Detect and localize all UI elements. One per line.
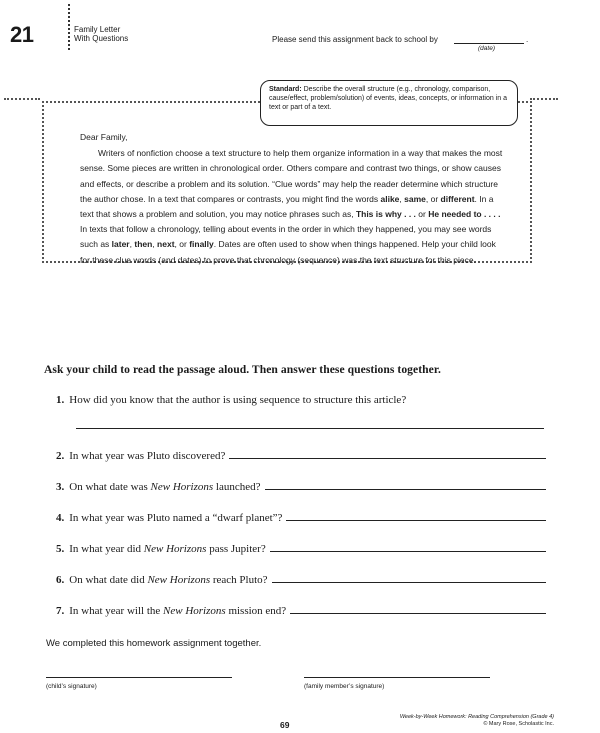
footer-credit-line2: © Mary Rose, Scholastic Inc.: [483, 721, 554, 727]
child-signature-line[interactable]: [46, 677, 232, 678]
date-label: (date): [478, 45, 495, 52]
question-text-post: launched?: [213, 481, 261, 493]
question-7: [56, 605, 546, 617]
instruction-text: Ask your child to read the passage aloud. Then answer these questions together.: [44, 363, 441, 376]
date-field[interactable]: [454, 43, 524, 44]
answer-line-2[interactable]: [229, 458, 546, 459]
lesson-title-line2: With Questions: [74, 34, 129, 43]
standard-label: Standard:: [269, 86, 302, 93]
question-text: [69, 574, 267, 586]
clue-word-later: later: [111, 239, 130, 250]
letter-sep: , or: [174, 239, 190, 250]
question-number: 6.: [56, 574, 65, 586]
question-5: [56, 543, 546, 555]
letter-part4: . Dates are often used to show when things happened. Help your child look for these clue words (and dates) to prove that chronology (sequence) was the text structure for this piece.: [80, 239, 496, 265]
letter-body: [80, 146, 505, 268]
clue-word-different: different: [440, 193, 475, 204]
send-back-text: Please send this assignment back to school by: [272, 35, 438, 44]
family-signature-label: (family member’s signature): [304, 683, 385, 690]
clue-word-same: same: [404, 193, 426, 204]
question-number: 7.: [56, 605, 65, 617]
footer-credit-line1: [378, 714, 554, 721]
question-4: [56, 512, 546, 524]
question-text-pre: On what date was: [69, 481, 151, 493]
answer-line-1[interactable]: [76, 428, 544, 429]
question-text: [69, 481, 260, 493]
dotted-rule-right: [530, 98, 558, 100]
family-letter: [80, 130, 505, 268]
page-number: 69: [280, 720, 290, 730]
answer-line-7[interactable]: [290, 613, 546, 614]
question-number: 1.: [56, 394, 65, 406]
send-back-period: .: [526, 35, 529, 44]
question-text-title: New Horizons: [143, 543, 207, 555]
footer-book-title: Week-by-Week Homework: Reading Comprehension (Grade 4): [399, 714, 554, 720]
question-1: [56, 394, 546, 406]
question-number: 4.: [56, 512, 65, 524]
family-signature-line[interactable]: [304, 677, 490, 678]
letter-greeting: Dear Family,: [80, 132, 128, 142]
question-6: [56, 574, 546, 586]
letter-sep: or: [415, 209, 429, 220]
answer-line-3[interactable]: [265, 489, 546, 490]
question-number: 5.: [56, 543, 65, 555]
question-text-title: New Horizons: [150, 481, 214, 493]
clue-word-then: then: [134, 239, 153, 250]
standard-text: Describe the overall structure (e.g., chronology, comparison, cause/effect, problem/solution) of events, ideas, concepts, or information in a text or part of a text.: [269, 86, 507, 111]
question-number: 3.: [56, 481, 65, 493]
answer-line-4[interactable]: [286, 520, 546, 521]
lesson-title: [74, 25, 128, 43]
question-text-title: New Horizons: [163, 605, 226, 617]
clue-word-next: next: [157, 239, 175, 250]
question-text: In what year was Pluto discovered?: [69, 450, 226, 462]
question-text: In what year was Pluto named a “dwarf planet”?: [69, 512, 283, 524]
answer-line-6[interactable]: [272, 582, 546, 583]
header-divider: [68, 4, 70, 50]
completed-statement: We completed this homework assignment together.: [46, 638, 262, 649]
clue-word-finally: finally: [189, 239, 214, 250]
letter-sep: ,: [129, 239, 135, 250]
lesson-number: 21: [10, 22, 34, 47]
footer-credit: [378, 714, 554, 728]
letter-part2: . In a text that shows a problem and solution, you may notice phrases such as,: [80, 193, 494, 220]
question-text-post: reach Pluto?: [210, 574, 268, 586]
question-text: [69, 605, 286, 617]
question-3: [56, 481, 546, 493]
question-text: [69, 543, 265, 555]
letter-sep: ,: [399, 193, 405, 204]
clue-phrase-he-needed: He needed to . . . .: [428, 209, 501, 220]
question-text-post: mission end?: [225, 605, 287, 617]
clue-phrase-this-is-why: This is why . . .: [355, 209, 416, 220]
dotted-rule-left: [4, 98, 40, 100]
question-text-pre: On what date did: [69, 574, 148, 586]
clue-word-alike: alike: [380, 193, 400, 204]
letter-sep: ,: [152, 239, 158, 250]
question-text-title: New Horizons: [147, 574, 211, 586]
question-text-post: pass Jupiter?: [206, 543, 266, 555]
standard-callout: [260, 80, 518, 126]
question-text: How did you know that the author is using sequence to structure this article?: [69, 394, 407, 406]
child-signature-label: (child’s signature): [46, 683, 97, 690]
question-2: [56, 450, 546, 462]
question-text-pre: In what year did: [69, 543, 144, 555]
lesson-title-line1: Family Letter: [74, 25, 121, 34]
question-text-pre: In what year will the: [69, 605, 164, 617]
answer-line-5[interactable]: [270, 551, 546, 552]
letter-sep: , or: [425, 193, 441, 204]
question-number: 2.: [56, 450, 65, 462]
letter-part1: Writers of nonfiction choose a text structure to help them organize information in a way that makes the most sense. Some pieces are written in chronological order. Others compare and contrast two things, or show causes and effects, or describe a problem and its solution. “Clue words” may help the reader determine which structure the author chose. In a text that compares or contrasts, you might find the words: [80, 148, 503, 204]
letter-part3: In texts that follow a chronology, telling about events in the order in which they happened, you may see words such as: [80, 224, 492, 250]
